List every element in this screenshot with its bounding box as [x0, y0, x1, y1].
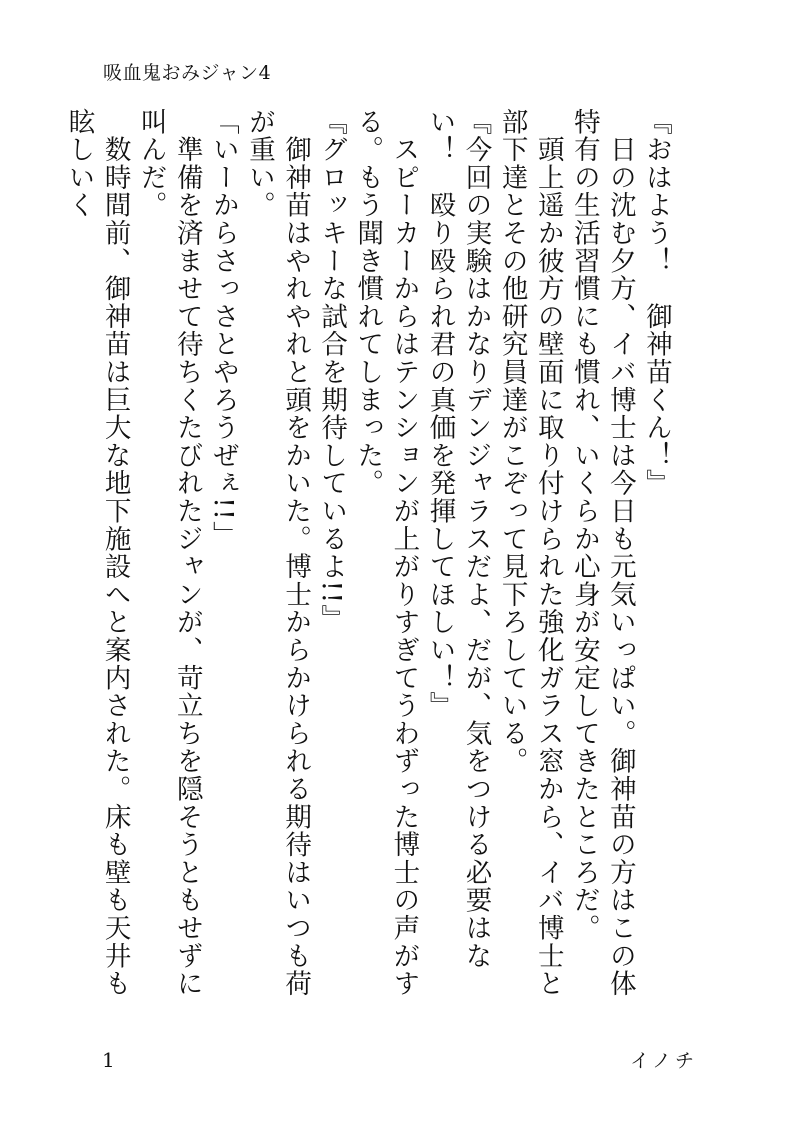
- author-name: イノチ: [630, 1050, 698, 1072]
- paragraph-5: スピーカーからはテンションが上がりすぎてうわずった博士の声がする。もう聞き慣れてしまった。: [352, 108, 420, 998]
- running-header-title: 吸血鬼おみジャン4: [103, 62, 272, 84]
- paragraph-2: 日の沈む夕方、イバ博士は今日も元気いっぱい。御神苗の方はこの体特有の生活習慣にも慣れ、いくらか心身が安定してきたところだ。: [568, 108, 636, 998]
- paragraph-3: 頭上遥か彼方の壁面に取り付けられた強化ガラス窓から、イバ博士と部下達とその他研究員達がこぞって見下ろしている。: [496, 108, 564, 998]
- paragraph-9: 準備を済ませて待ちくたびれたジャンが、苛立ちを隠そうともせずに叫んだ。: [135, 108, 203, 998]
- page-number: 1: [102, 1048, 115, 1072]
- paragraph-8: 「いーからさっさとやろうぜぇ!!」: [207, 108, 239, 549]
- paragraph-10: 数時間前、御神苗は巨大な地下施設へと案内された。床も壁も天井も眩しいく: [63, 108, 131, 998]
- vertical-body-text: [63, 108, 674, 998]
- paragraph-7: 御神苗はやれやれと頭をかいた。博士からかけられる期待はいつも荷が重い。: [243, 108, 312, 998]
- paragraph-1: 『おはよう！ 御神苗くん！』: [641, 108, 672, 498]
- paragraph-4: 『今回の実験はかなりデンジャラスだよ、だが、気をつける必要はない！ 殴り殴られ君の真価を発揮してほしい！』: [424, 108, 492, 970]
- paragraph-6: 『グロッキーな試合を期待しているよ!!』: [316, 108, 348, 633]
